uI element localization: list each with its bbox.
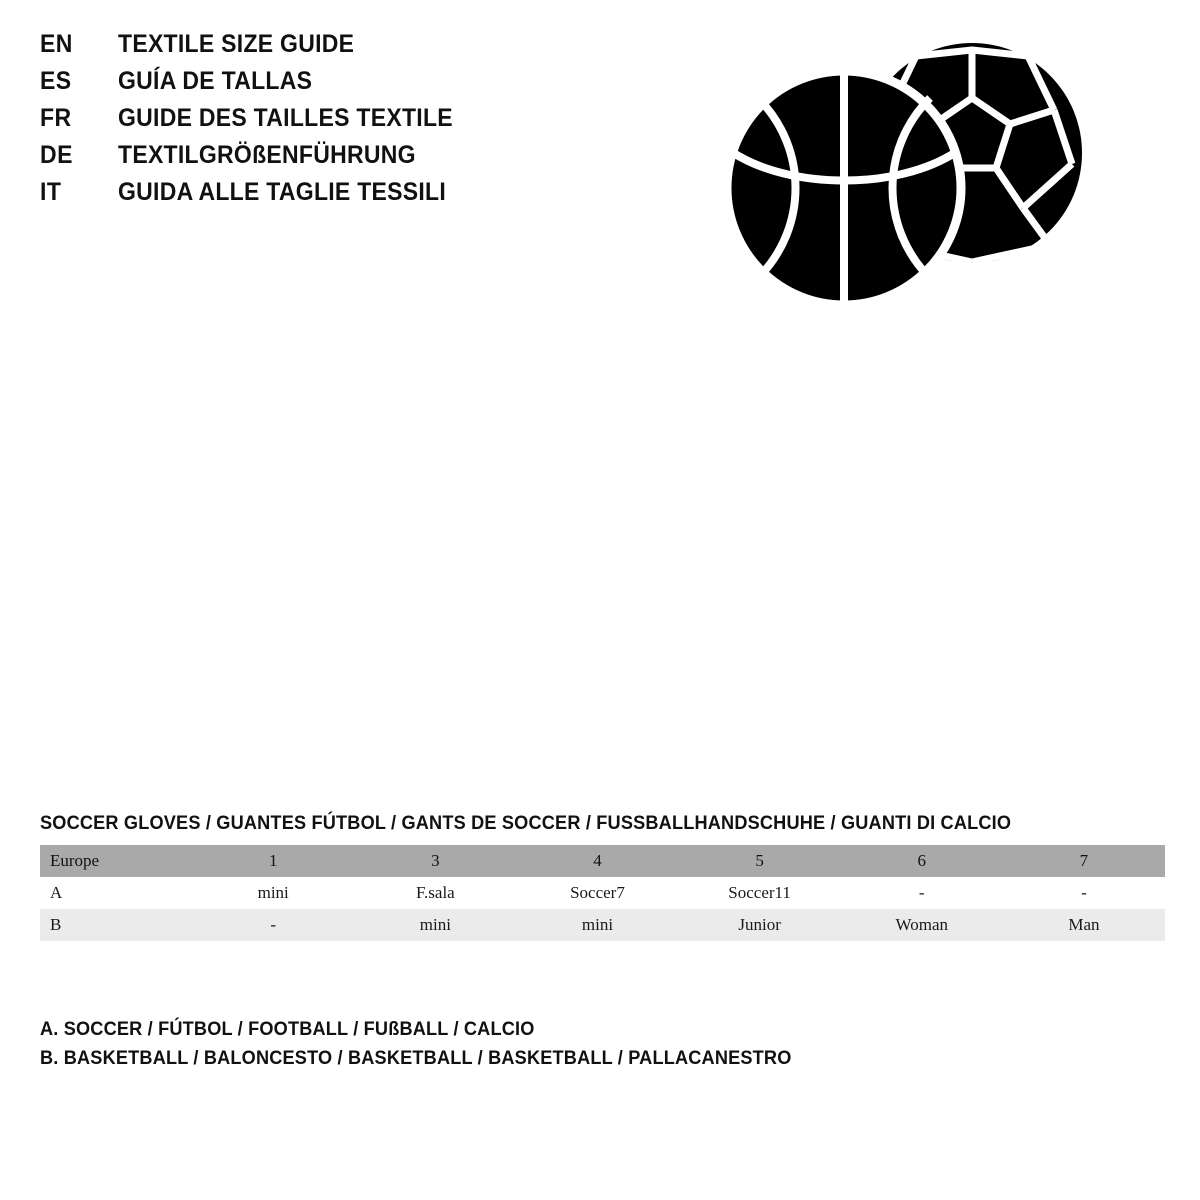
table-cell: -	[841, 877, 1003, 909]
size-table-section	[40, 812, 1165, 941]
table-cell: Soccer11	[679, 877, 841, 909]
table-cell: mini	[192, 877, 354, 909]
table-cell: Man	[1003, 909, 1165, 941]
table-cell: Junior	[679, 909, 841, 941]
table-header-cell: Europe	[40, 845, 192, 877]
size-guide-table	[40, 845, 1165, 941]
language-title: GUIDE DES TAILLES TEXTILE	[118, 104, 453, 132]
language-title: TEXTILE SIZE GUIDE	[118, 30, 355, 58]
table-row	[40, 845, 1165, 877]
table-header-cell: 1	[192, 845, 354, 877]
language-title: GUÍA DE TALLAS	[118, 67, 313, 95]
language-row	[40, 67, 482, 104]
table-header-cell: 7	[1003, 845, 1165, 877]
table-row	[40, 909, 1165, 941]
table-cell: Woman	[841, 909, 1003, 941]
table-header-cell: 3	[354, 845, 516, 877]
table-row-label: B	[40, 909, 192, 941]
table-row-label: A	[40, 877, 192, 909]
language-row	[40, 178, 482, 215]
table-cell: F.sala	[354, 877, 516, 909]
language-code: EN	[40, 30, 73, 58]
language-title: TEXTILGRÖßENFÜHRUNG	[118, 141, 416, 169]
language-code: DE	[40, 141, 73, 169]
language-code: IT	[40, 178, 62, 206]
language-row	[40, 30, 482, 67]
legend	[40, 1018, 848, 1076]
table-header-cell: 4	[516, 845, 678, 877]
table-header-cell: 6	[841, 845, 1003, 877]
table-header-cell: 5	[679, 845, 841, 877]
language-code: ES	[40, 67, 72, 95]
table-cell: Soccer7	[516, 877, 678, 909]
language-row	[40, 141, 482, 178]
language-title-list	[40, 30, 482, 215]
table-cell: -	[192, 909, 354, 941]
basketball-and-soccer-ball-icon	[720, 40, 1100, 330]
language-row	[40, 104, 482, 141]
table-cell: -	[1003, 877, 1165, 909]
table-cell: mini	[516, 909, 678, 941]
table-row	[40, 877, 1165, 909]
legend-line: B. BASKETBALL / BALONCESTO / BASKETBALL / BASKETBALL / PALLACANESTRO	[40, 1047, 792, 1069]
language-code: FR	[40, 104, 72, 132]
legend-line: A. SOCCER / FÚTBOL / FOOTBALL / FUßBALL / CALCIO	[40, 1018, 535, 1040]
table-caption: SOCCER GLOVES / GUANTES FÚTBOL / GANTS DE SOCCER / FUSSBALLHANDSCHUHE / GUANTI DI CALCIO	[40, 812, 1012, 834]
table-cell: mini	[354, 909, 516, 941]
language-title: GUIDA ALLE TAGLIE TESSILI	[118, 178, 447, 206]
